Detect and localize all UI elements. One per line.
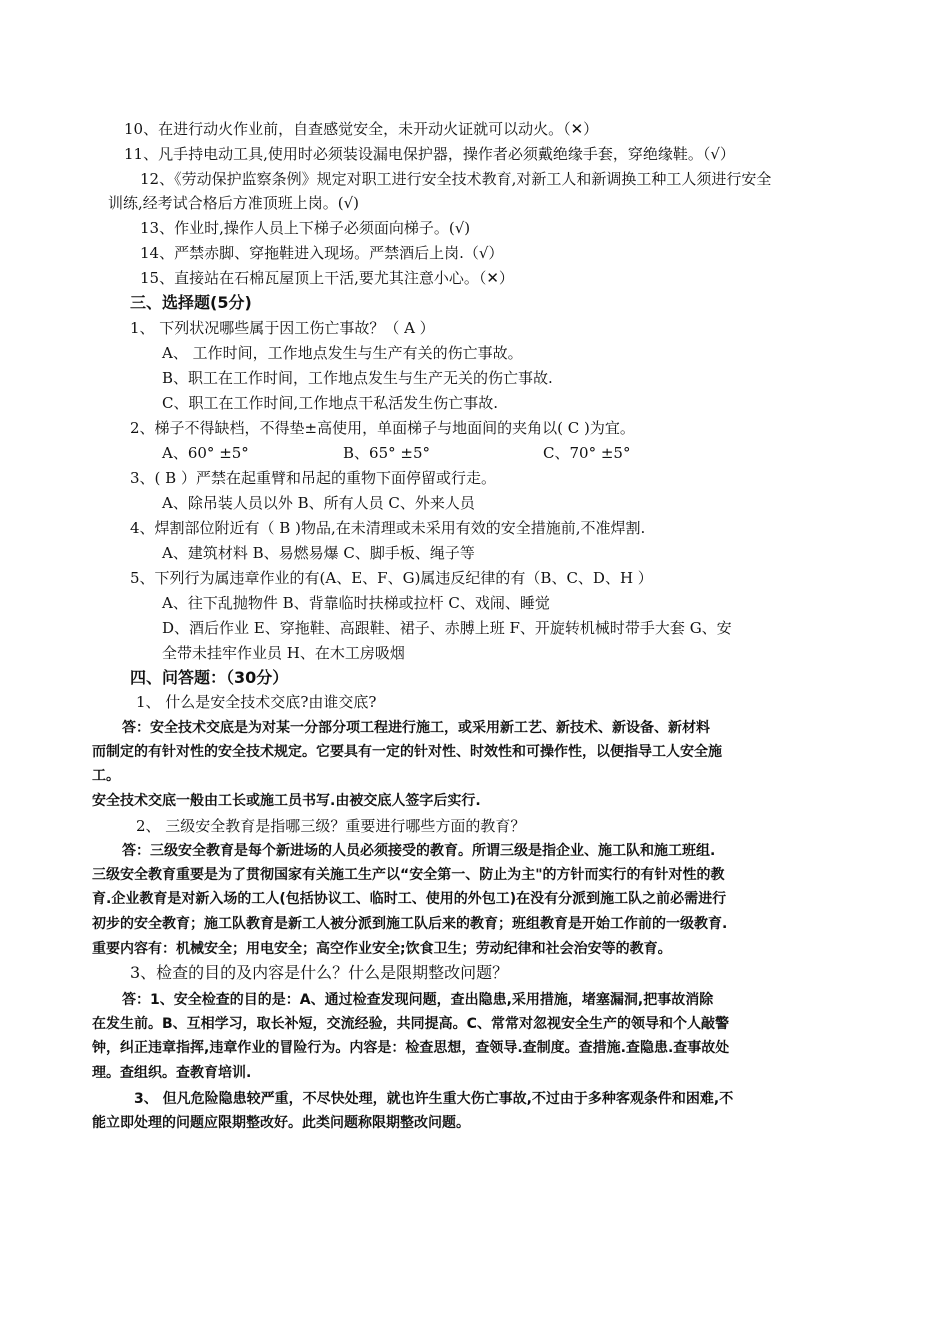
qa-a3-line1: 答：1、安全检查的目的是：A、通过检查发现问题，查出隐患,采用措施，堵塞漏洞,把事故消除 bbox=[122, 992, 714, 1008]
qa-a2-line4: 初步的安全教育；施工队教育是新工人被分派到施工队后来的教育；班组教育是开始工作前的一级教育. bbox=[92, 916, 728, 932]
tf-item-12: 12、《劳动保护监察条例》规定对职工进行安全技术教育,对新工人和新调换工种工人须进行安全 bbox=[140, 170, 772, 188]
qa-q3: 3、检查的目的及内容是什么？什么是限期整改问题？ bbox=[130, 963, 509, 982]
mc-q1-b: B、职工在工作时间，工作地点发生与生产无关的伤亡事故. bbox=[162, 369, 553, 387]
mc-q1: 1、 下列状况哪些属于因工伤亡事故？（ A ） bbox=[130, 319, 435, 337]
section-4-title: 四、问答题：（30分） bbox=[130, 668, 289, 687]
mc-q2-c: C、70° ±5° bbox=[543, 444, 631, 462]
tf-item-13: 13、作业时,操作人员上下梯子必须面向梯子。(√) bbox=[140, 219, 471, 237]
mc-q2: 2、梯子不得缺档，不得垫±高使用，单面梯子与地面间的夹角以( C )为宜。 bbox=[130, 419, 635, 437]
tf-item-14: 14、严禁赤脚、穿拖鞋进入现场。严禁酒后上岗.（√） bbox=[140, 244, 504, 262]
qa-a3-line5: 3、 但凡危险隐患较严重，不尽快处理，就也许生重大伤亡事故,不过由于多种客观条件和困难,不 bbox=[134, 1091, 734, 1107]
mc-q5: 5、下列行为属违章作业的有(A、E、F、G)属违反纪律的有（B、C、D、H ） bbox=[130, 569, 653, 587]
qa-a3-line2: 在发生前。B、互相学习，取长补短，交流经验，共同提高。C、常常对忽视安全生产的领导和个人敲警 bbox=[92, 1016, 729, 1032]
tf-item-10: 10、在进行动火作业前，自查感觉安全，未开动火证就可以动火。（✕） bbox=[124, 120, 599, 138]
mc-q1-c: C、职工在工作时间,工作地点干私活发生伤亡事故. bbox=[162, 394, 499, 412]
tf-item-15: 15、直接站在石棉瓦屋顶上干活,要尤其注意小心。（✕） bbox=[140, 269, 514, 287]
mc-q4-options: A、建筑材料 B、易燃易爆 C、脚手板、绳子等 bbox=[162, 544, 475, 562]
qa-q2: 2、 三级安全教育是指哪三级？重要进行哪些方面的教育？ bbox=[136, 817, 526, 835]
qa-a3-line4: 理。查组织。查教育培训. bbox=[92, 1065, 252, 1081]
mc-q2-a: A、60° ±5° bbox=[162, 444, 249, 462]
qa-a3-line6: 能立即处理的问题应限期整改好。此类问题称限期整改问题。 bbox=[92, 1115, 470, 1131]
qa-a2-line5: 重要内容有：机械安全；用电安全；高空作业安全;饮食卫生；劳动纪律和社会治安等的教育。 bbox=[92, 941, 672, 957]
mc-q3-options: A、除吊装人员以外 B、所有人员 C、外来人员 bbox=[162, 494, 475, 512]
qa-a1-line1: 答：安全技术交底是为对某一分部分项工程进行施工，或采用新工艺、新技术、新设备、新材料 bbox=[122, 720, 710, 736]
qa-q1: 1、 什么是安全技术交底?由谁交底? bbox=[136, 693, 377, 711]
mc-q2-b: B、65° ±5° bbox=[343, 444, 430, 462]
section-3-title: 三、选择题(5分) bbox=[130, 293, 252, 312]
mc-q5-options-3: 全带未挂牢作业员 H、在木工房吸烟 bbox=[162, 644, 405, 662]
mc-q5-options-2: D、酒后作业 E、穿拖鞋、高跟鞋、裙子、赤膊上班 F、开旋转机械时带手大套 G、安 bbox=[162, 619, 732, 637]
tf-item-12-cont: 训练,经考试合格后方准顶班上岗。(√) bbox=[108, 194, 360, 212]
qa-a2-line3: 育.企业教育是对新入场的工人(包括协议工、临时工、使用的外包工)在没有分派到施工队之前必需进行 bbox=[92, 891, 727, 907]
mc-q1-a: A、 工作时间，工作地点发生与生产有关的伤亡事故。 bbox=[162, 344, 523, 362]
qa-a1-line3: 工。 bbox=[92, 768, 120, 784]
qa-a1-line2: 而制定的有针对性的安全技术规定。它要具有一定的针对性、时效性和可操作性，以便指导工人安全施 bbox=[92, 744, 722, 760]
mc-q3: 3、( B ）严禁在起重臂和吊起的重物下面停留或行走。 bbox=[130, 469, 496, 487]
qa-a1-line4: 安全技术交底一般由工长或施工员书写.由被交底人签字后实行. bbox=[92, 793, 481, 809]
qa-a3-line3: 钟，纠正违章指挥,违章作业的冒险行为。内容是：检查思想，查领导.查制度。查措施.查隐患.查事故处 bbox=[92, 1040, 730, 1056]
qa-a2-line2: 三级安全教育重要是为了贯彻国家有关施工生产以“安全第一、防止为主"的方针而实行的有针对性的教 bbox=[92, 867, 725, 883]
tf-item-11: 11、凡手持电动工具,使用时必须装设漏电保护器，操作者必须戴绝缘手套，穿绝缘鞋。（√） bbox=[124, 145, 735, 163]
mc-q5-options-1: A、往下乱抛物件 B、背靠临时扶梯或拉杆 C、戏闹、睡觉 bbox=[162, 594, 550, 612]
qa-a2-line1: 答：三级安全教育是每个新进场的人员必须接受的教育。所谓三级是指企业、施工队和施工班组. bbox=[122, 843, 716, 859]
mc-q4: 4、焊割部位附近有（ B )物品,在未清理或未采用有效的安全措施前,不准焊割. bbox=[130, 519, 646, 537]
